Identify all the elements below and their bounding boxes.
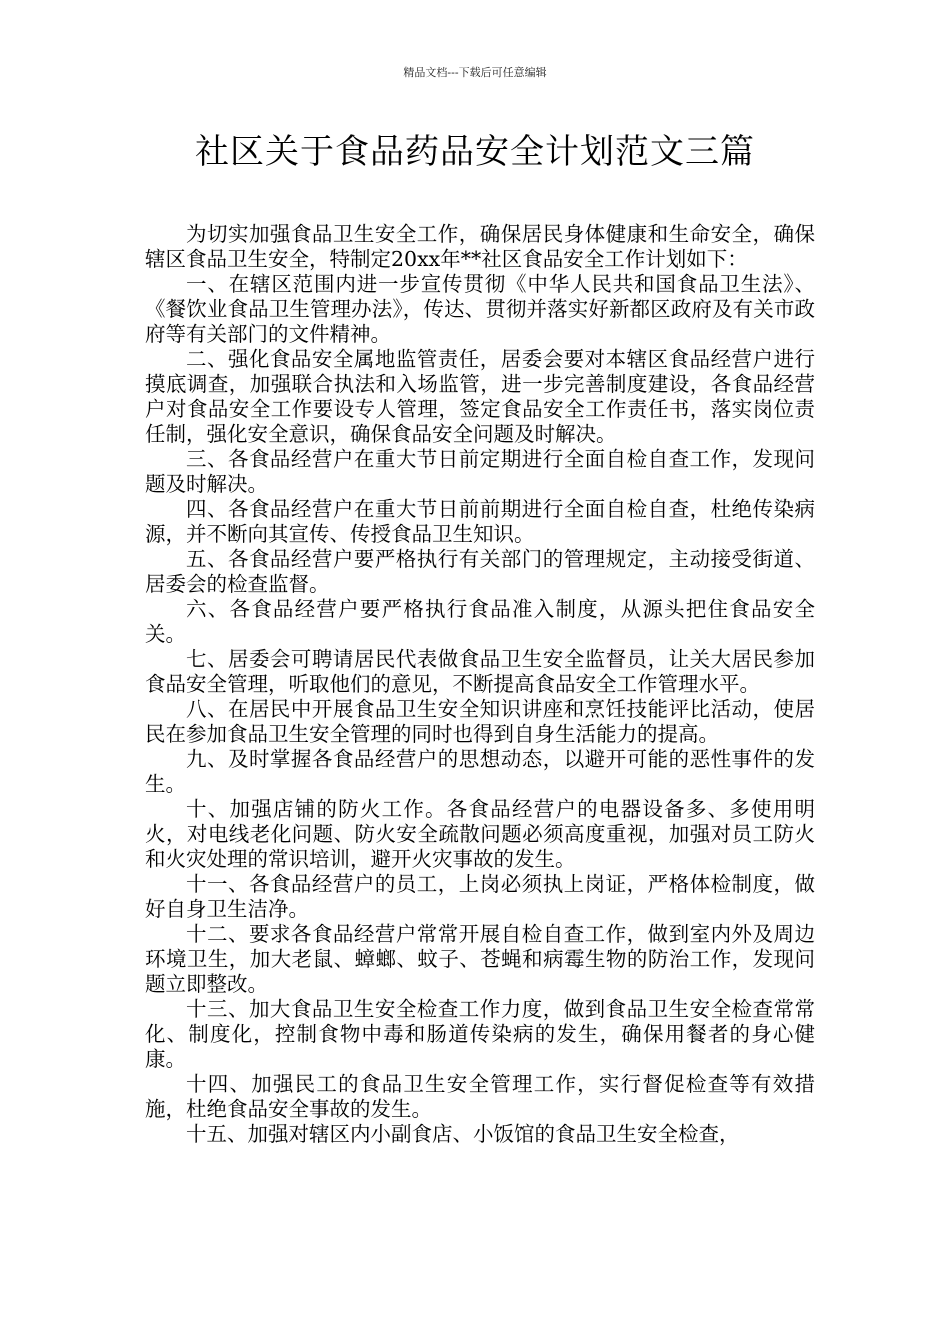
paragraph-item-4: 四、各食品经营户在重大节日前前期进行全面自检自查，杜绝传染病源，并不断向其宣传、传授食品卫生知识。: [145, 497, 815, 546]
paragraph-item-2: 二、强化食品安全属地监管责任，居委会要对本辖区食品经营户进行摸底调查，加强联合执法和入场监管，进一步完善制度建设，各食品经营户对食品安全工作要设专人管理，签定食品安全工作责任书，落实岗位责任制，强化安全意识，确保食品安全问题及时解决。: [145, 347, 815, 446]
paragraph-item-9: 九、及时掌握各食品经营户的思想动态，以避开可能的恶性事件的发生。: [145, 747, 815, 796]
paragraph-item-11: 十一、各食品经营户的员工，上岗必须执上岗证，严格体检制度，做好自身卫生洁净。: [145, 872, 815, 921]
page-header: 精品文档---下载后可任意编辑: [403, 66, 547, 79]
paragraph-item-12: 十二、要求各食品经营户常常开展自检自查工作，做到室内外及周边环境卫生，加大老鼠、蟑螂、蚊子、苍蝇和病霉生物的防治工作，发现问题立即整改。: [145, 922, 815, 996]
document-title: 社区关于食品药品安全计划范文三篇: [195, 132, 755, 172]
paragraph-item-13: 十三、加大食品卫生安全检查工作力度，做到食品卫生安全检查常常化、制度化，控制食物中毒和肠道传染病的发生，确保用餐者的身心健康。: [145, 997, 815, 1071]
paragraph-item-14: 十四、加强民工的食品卫生安全管理工作，实行督促检查等有效措施，杜绝食品安全事故的发生。: [145, 1072, 815, 1121]
paragraph-intro: 为切实加强食品卫生安全工作，确保居民身体健康和生命安全，确保辖区食品卫生安全，特制定20xx年**社区食品安全工作计划如下：: [145, 222, 815, 271]
paragraph-item-5: 五、各食品经营户要严格执行有关部门的管理规定，主动接受街道、居委会的检查监督。: [145, 547, 815, 596]
paragraph-item-3: 三、各食品经营户在重大节日前定期进行全面自检自查工作，发现问题及时解决。: [145, 447, 815, 496]
paragraph-item-15: 十五、加强对辖区内小副食店、小饭馆的食品卫生安全检查，: [186, 1122, 740, 1146]
document-body: [145, 222, 815, 1147]
paragraph-item-1: 一、在辖区范围内进一步宣传贯彻《中华人民共和国食品卫生法》、《餐饮业食品卫生管理办法》，传达、贯彻并落实好新都区政府及有关市政府等有关部门的文件精神。: [145, 272, 815, 346]
paragraph-item-10: 十、加强店铺的防火工作。各食品经营户的电器设备多、多使用明火，对电线老化问题、防火安全疏散问题必须高度重视，加强对员工防火和火灾处理的常识培训，避开火灾事故的发生。: [145, 797, 815, 871]
paragraph-item-6: 六、各食品经营户要严格执行食品准入制度，从源头把住食品安全关。: [145, 597, 815, 646]
paragraph-item-7: 七、居委会可聘请居民代表做食品卫生安全监督员，让关大居民参加食品安全管理，听取他们的意见，不断提高食品安全工作管理水平。: [145, 647, 815, 696]
paragraph-item-8: 八、在居民中开展食品卫生安全知识讲座和烹饪技能评比活动，使居民在参加食品卫生安全管理的同时也得到自身生活能力的提高。: [145, 697, 815, 746]
